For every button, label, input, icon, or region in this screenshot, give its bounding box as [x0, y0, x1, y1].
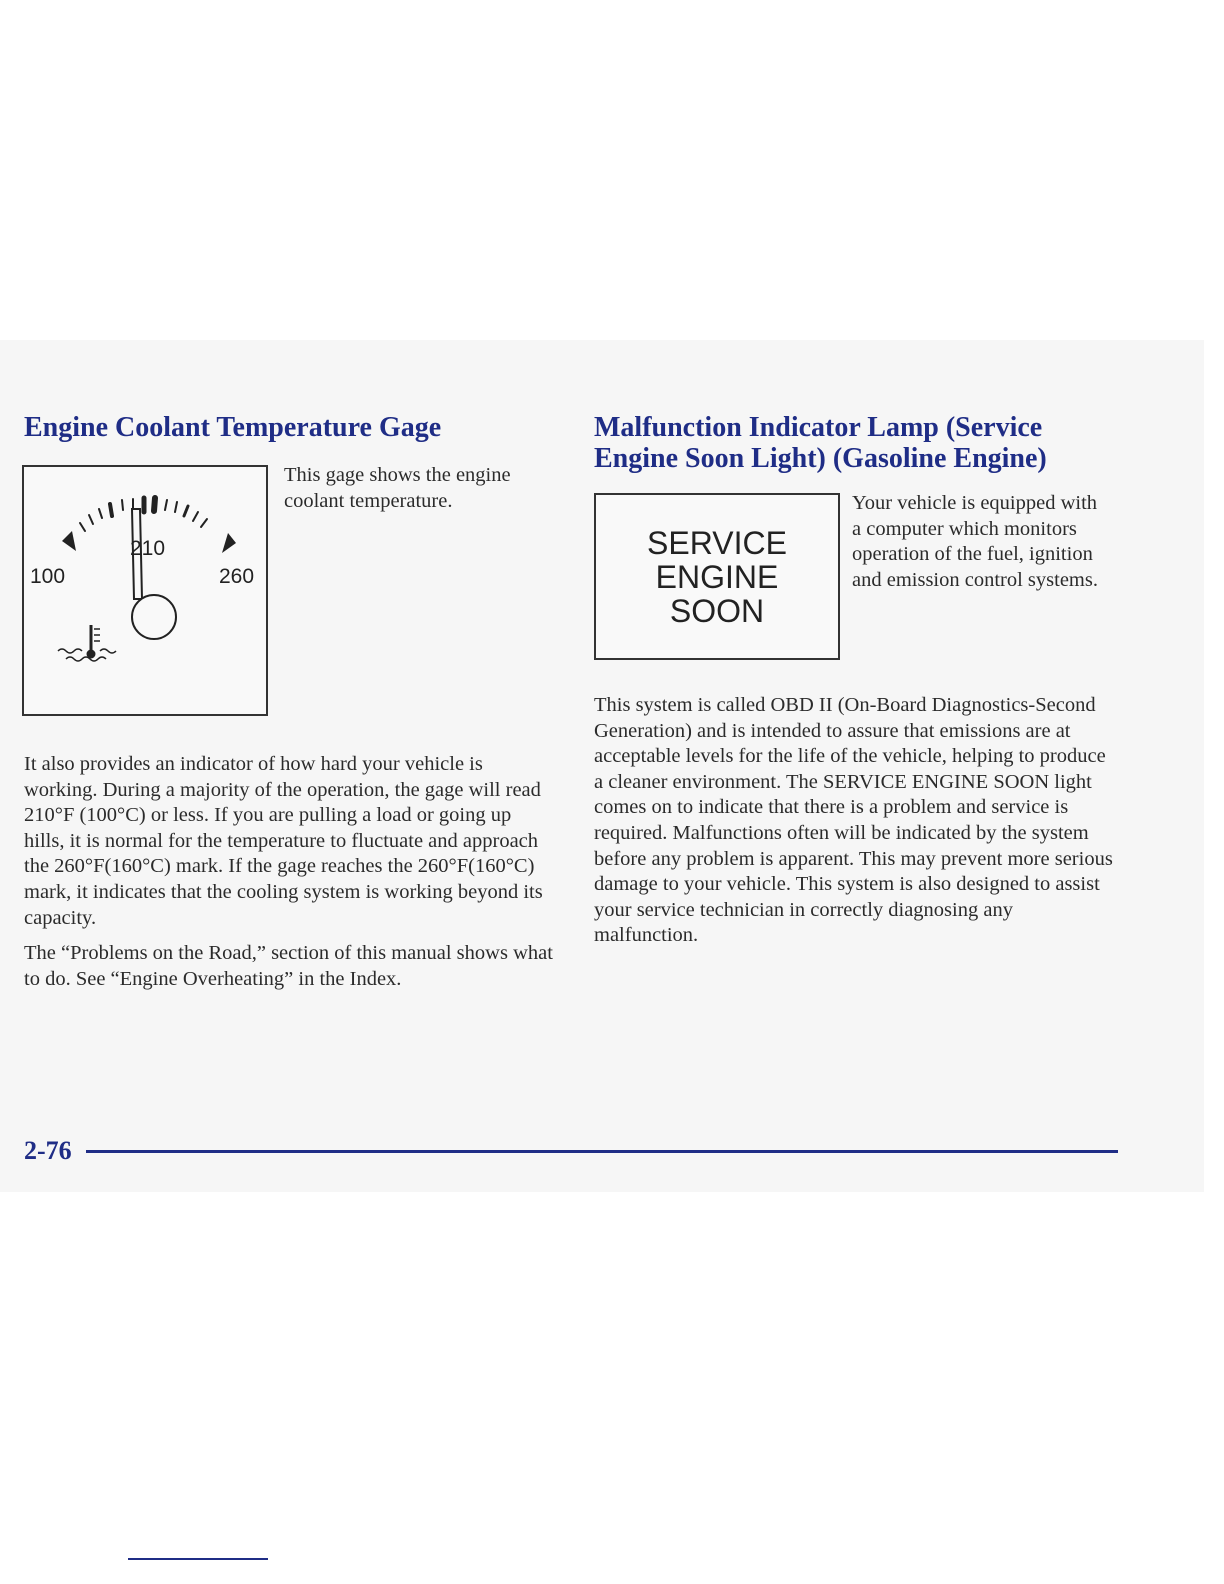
gauge-low-marker [62, 531, 76, 551]
malfunction-lamp-intro: Your vehicle is equipped with a computer which monitors operation of the fuel, ignition and emission control systems. [852, 492, 1098, 591]
gauge-drawing [24, 467, 266, 714]
malfunction-lamp-heading: Malfunction Indicator Lamp (Service Engine Soon Light) (Gasoline Engine) [594, 412, 1047, 474]
gauge-hub [132, 595, 176, 639]
lamp-text-engine: ENGINE [655, 558, 779, 595]
coolant-gage-heading: Engine Coolant Temperature Gage [24, 412, 442, 443]
coolant-gage-paragraph-1: It also provides an indicator of how hard your vehicle is working. During a majority of the operation, the gage will read 210°F (100°C) or less. If you are pulling a load or going up hills, it is normal for the temperature to fluctuate and approach the 260°F(160°C) mark. If the gage reaches the 260°F(160°C) mark, it indicates that the cooling system is working beyond its capacity. [24, 753, 543, 929]
coolant-temperature-icon [58, 625, 116, 661]
service-engine-soon-lamp [594, 493, 840, 660]
lamp-text-soon: SOON [669, 592, 765, 629]
gauge-high-marker [222, 533, 236, 553]
coolant-gage-intro: This gage shows the engine coolant temperature. [284, 464, 511, 512]
malfunction-lamp-paragraph-1: This system is called OBD II (On-Board Diagnostics-Second Generation) and is intended to assure that emissions are at acceptable levels for the life of the vehicle, helping to produce a cleaner environment. The SERVICE ENGINE SOON light comes on to indicate that there is a problem and service is required. Malfunctions often will be indicated by the system before any problem is apparent. This may prevent more serious damage to your vehicle. This system is also designed to assist your service technician in correctly diagnosing any malfunction. [594, 694, 1113, 947]
bottom-rule [128, 1558, 268, 1560]
page-number: 2-76 [24, 1136, 72, 1165]
gauge-label-210: 210 [130, 537, 166, 560]
gauge-label-260: 260 [219, 565, 255, 588]
lamp-text-service: SERVICE [647, 524, 787, 561]
gauge-ticks [80, 498, 207, 531]
coolant-gauge-illustration [22, 465, 268, 716]
gauge-label-100: 100 [30, 565, 66, 588]
footer-rule [86, 1150, 1118, 1153]
coolant-gage-paragraph-2: The “Problems on the Road,” section of this manual shows what to do. See “Engine Overheating” in the Index. [24, 942, 553, 990]
